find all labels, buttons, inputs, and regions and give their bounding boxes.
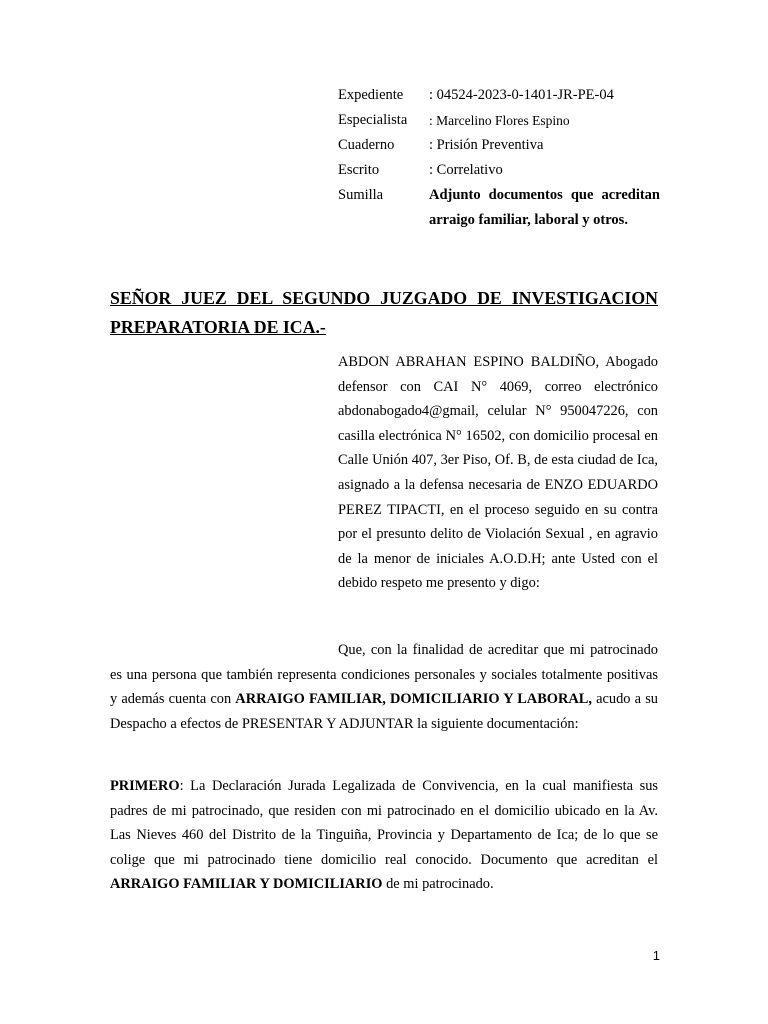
document-title: SEÑOR JUEZ DEL SEGUNDO JUZGADO DE INVESTIGACION PREPARATORIA DE ICA.-: [110, 288, 658, 337]
header-label: Escrito: [338, 162, 380, 178]
paragraph-text: : La Declaración Jurada Legalizada de Convivencia, en la cual manifiesta sus padres de mi patrocinado, que residen con mi patrocinado en el domicilio ubicado en la Av. Las Nieves 460 del Distrito de la Tinguiña, Provincia y Departamento de Ica; de lo que se colige que mi patrocinado tiene domicilio real conocido. Documento que acreditan el: [110, 778, 658, 868]
header-row-escrito: [338, 158, 660, 183]
header-label: Cuaderno: [338, 137, 395, 153]
paragraph-request: [110, 638, 658, 736]
header-row-cuaderno: [338, 133, 660, 158]
page-number: 1: [652, 948, 660, 963]
emphasis-text: ARRAIGO FAMILIAR Y DOMICILIARIO: [110, 876, 383, 893]
header-row-sumilla: [338, 183, 660, 233]
case-header: [338, 83, 660, 233]
header-value: : Correlativo: [429, 162, 503, 178]
header-value: : Marcelino Flores Espino: [429, 113, 570, 128]
sumilla-text: Adjunto documentos que acreditan arraigo familiar, laboral y otros.: [429, 187, 660, 228]
header-value: : 04524-2023-0-1401-JR-PE-04: [429, 87, 614, 103]
header-row-expediente: [338, 83, 660, 108]
emphasis-text: ARRAIGO FAMILIAR, DOMICILIARIO Y LABORAL,: [235, 691, 592, 708]
header-label: Sumilla: [338, 187, 384, 203]
intro-paragraph: ABDON ABRAHAN ESPINO BALDIÑO, Abogado defensor con CAI N° 4069, correo electrónico abdonabogado4@gmail, celular N° 950047226, con casilla electrónica N° 16502, con domicilio procesal en Calle Unión 407, 3er Piso, Of. B, de esta ciudad de Ica, asignado a la defensa necesaria de ENZO EDUARDO PEREZ TIPACTI, en el proceso seguido en su contra por el presunto delito de Violación Sexual , en agravio de la menor de iniciales A.O.D.H; ante Usted con el debido respeto me presento y digo:: [338, 354, 658, 592]
paragraph-text: Que, con la finalidad de acreditar que mi patrocinado es una persona que también representa condiciones personales y sociales totalmente positivas y además cuenta con: [110, 642, 658, 708]
paragraph-primero: [110, 774, 658, 897]
header-label: Expediente: [338, 87, 404, 103]
section-lead: PRIMERO: [110, 778, 180, 794]
header-row-especialista: [338, 108, 660, 133]
paragraph-text: de mi patrocinado.: [382, 876, 494, 893]
paragraph-text: acudo a su Despacho a efectos de PRESENTAR Y ADJUNTAR la siguiente documentación:: [110, 691, 658, 732]
header-value: : Prisión Preventiva: [429, 137, 544, 153]
header-label: Especialista: [338, 112, 408, 128]
